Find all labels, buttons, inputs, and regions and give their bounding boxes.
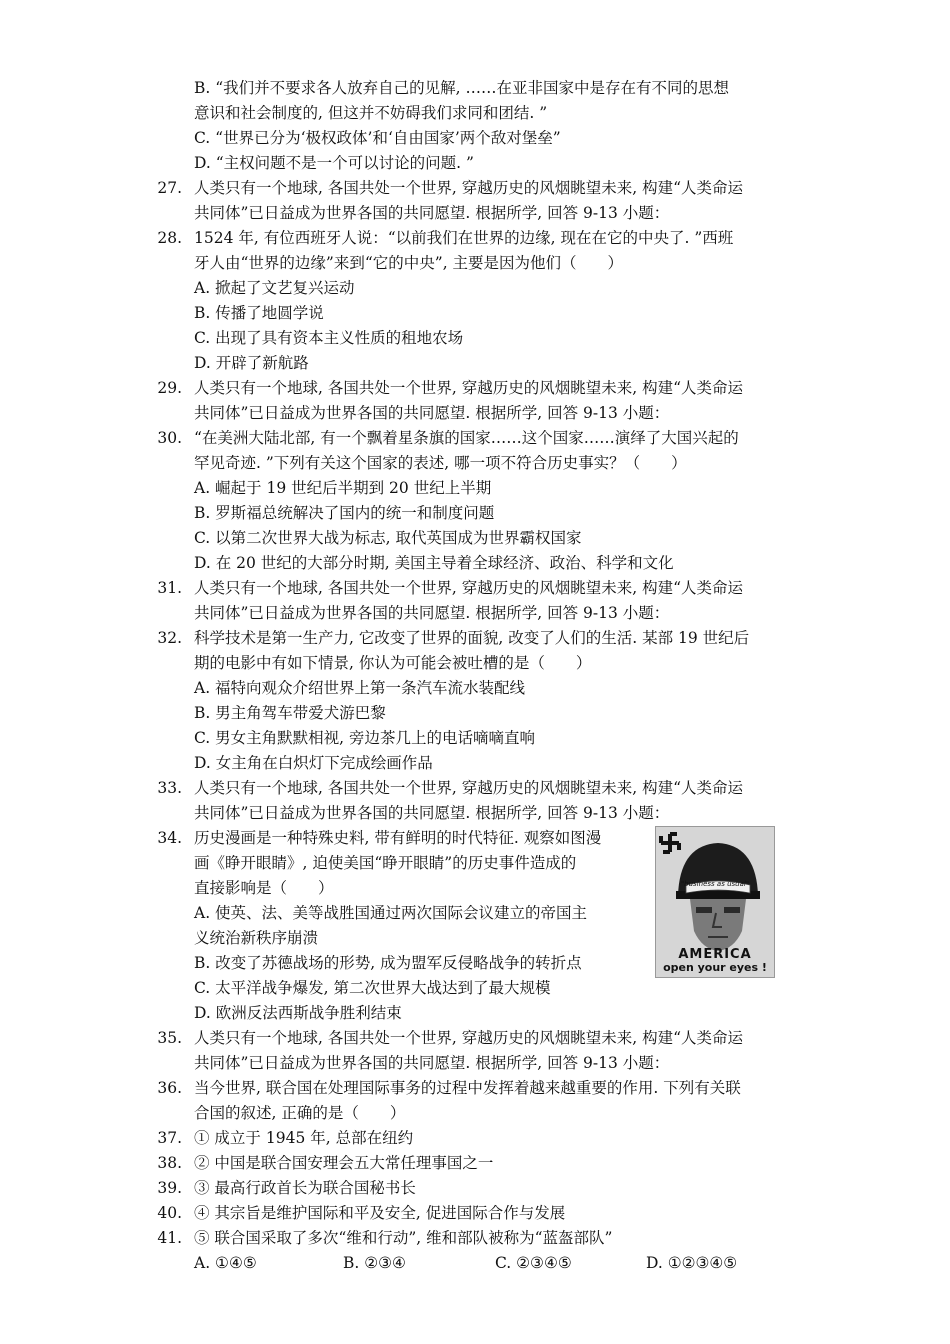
question-number: 33. xyxy=(157,779,182,797)
q30-option-c: C. 以第二次世界大战为标志, 取代英国成为世界霸权国家 xyxy=(194,529,582,547)
q26-option-d: D. “主权问题不是一个可以讨论的问题. ” xyxy=(194,154,474,172)
q34-option-a: A. 使英、法、美等战胜国通过两次国际会议建立的帝国主 xyxy=(194,904,588,922)
final-option-d: D. ①②③④⑤ xyxy=(646,1254,738,1272)
q28-stem-2: 牙人由“世界的边缘”来到“它的中央”, 主要是因为他们（ ） xyxy=(194,254,624,272)
intro-line-1: 人类只有一个地球, 各国共处一个世界, 穿越历史的风烟眺望未来, 构建“人类命运 xyxy=(194,379,743,397)
question-number: 38. xyxy=(157,1154,182,1172)
q32-option-a: A. 福特向观众介绍世界上第一条汽车流水装配线 xyxy=(194,679,526,697)
poster-banner-text: "business as usual" xyxy=(680,880,750,888)
intro-line-2: 共同体”已日益成为世界各国的共同愿望. 根据所学, 回答 9-13 小题： xyxy=(194,1054,670,1072)
final-option-c: C. ②③④⑤ xyxy=(495,1254,572,1272)
q36-stem-2: 合国的叙述, 正确的是（ ） xyxy=(194,1104,406,1122)
intro-line-2: 共同体”已日益成为世界各国的共同愿望. 根据所学, 回答 9-13 小题： xyxy=(194,404,670,422)
question-number: 36. xyxy=(157,1079,182,1097)
intro-line-1: 人类只有一个地球, 各国共处一个世界, 穿越历史的风烟眺望未来, 构建“人类命运 xyxy=(194,1029,743,1047)
q32-option-b: B. 男主角驾车带爱犬游巴黎 xyxy=(194,704,386,722)
final-option-a: A. ①④⑤ xyxy=(194,1254,257,1272)
q34-option-b: B. 改变了苏德战场的形势, 成为盟军反侵略战争的转折点 xyxy=(194,954,582,972)
poster-subtitle: open your eyes ! xyxy=(663,961,767,974)
intro-line-2: 共同体”已日益成为世界各国的共同愿望. 根据所学, 回答 9-13 小题： xyxy=(194,804,670,822)
q34-stem-1: 历史漫画是一种特殊史料, 带有鲜明的时代特征. 观察如图漫 xyxy=(194,829,602,847)
question-number: 39. xyxy=(157,1179,182,1197)
final-option-b: B. ②③④ xyxy=(343,1254,406,1272)
intro-line-1: 人类只有一个地球, 各国共处一个世界, 穿越历史的风烟眺望未来, 构建“人类命运 xyxy=(194,579,743,597)
q28-option-a: A. 掀起了文艺复兴运动 xyxy=(194,279,355,297)
q28-option-b: B. 传播了地圆学说 xyxy=(194,304,324,322)
question-number: 27. xyxy=(157,179,182,197)
statement-4: ④ 其宗旨是维护国际和平及安全, 促进国际合作与发展 xyxy=(194,1204,566,1222)
question-number: 30. xyxy=(157,429,182,447)
question-number: 41. xyxy=(157,1229,182,1247)
q30-option-a: A. 崛起于 19 世纪后半期到 20 世纪上半期 xyxy=(194,479,492,497)
q32-option-d: D. 女主角在白炽灯下完成绘画作品 xyxy=(194,754,433,772)
q34-option-a-cont: 义统治新秩序崩溃 xyxy=(194,929,319,947)
intro-line-2: 共同体”已日益成为世界各国的共同愿望. 根据所学, 回答 9-13 小题： xyxy=(194,204,670,222)
statement-3: ③ 最高行政首长为联合国秘书长 xyxy=(194,1179,416,1197)
question-number: 35. xyxy=(157,1029,182,1047)
q34-stem-2: 画《睁开眼睛》, 迫使美国“睁开眼睛”的历史事件造成的 xyxy=(194,854,577,872)
q30-option-d: D. 在 20 世纪的大部分时期, 美国主导着全球经济、政治、科学和文化 xyxy=(194,554,674,572)
question-number: 29. xyxy=(157,379,182,397)
q28-option-d: D. 开辟了新航路 xyxy=(194,354,309,372)
q36-stem-1: 当今世界, 联合国在处理国际事务的过程中发挥着越来越重要的作用. 下列有关联 xyxy=(194,1079,741,1097)
question-number: 31. xyxy=(157,579,182,597)
q26-option-b: B. “我们并不要求各人放弃自己的见解, ……在亚非国家中是存在有不同的思想 xyxy=(194,79,730,97)
q34-stem-3: 直接影响是（ ） xyxy=(194,879,334,897)
statement-5: ⑤ 联合国采取了多次“维和行动”, 维和部队被称为“蓝盔部队” xyxy=(194,1229,613,1247)
question-number: 40. xyxy=(157,1204,182,1222)
q26-option-c: C. “世界已分为‘极权政体’和‘自由国家’两个敌对堡垒” xyxy=(194,129,561,147)
intro-line-1: 人类只有一个地球, 各国共处一个世界, 穿越历史的风烟眺望未来, 构建“人类命运 xyxy=(194,779,743,797)
poster-title: AMERICA xyxy=(678,947,752,962)
q32-stem-2: 期的电影中有如下情景, 你认为可能会被吐槽的是（ ） xyxy=(194,654,592,672)
intro-line-2: 共同体”已日益成为世界各国的共同愿望. 根据所学, 回答 9-13 小题： xyxy=(194,604,670,622)
q30-option-b: B. 罗斯福总统解决了国内的统一和制度问题 xyxy=(194,504,495,522)
intro-line-1: 人类只有一个地球, 各国共处一个世界, 穿越历史的风烟眺望未来, 构建“人类命运 xyxy=(194,179,743,197)
q30-stem-2: 罕见奇迹. ”下列有关这个国家的表述, 哪一项不符合历史事实？（ ） xyxy=(194,454,687,472)
q34-option-d: D. 欧洲反法西斯战争胜利结束 xyxy=(194,1004,402,1022)
question-number: 32. xyxy=(157,629,182,647)
q30-stem-1: “在美洲大陆北部, 有一个飘着星条旗的国家……这个国家……演绎了大国兴起的 xyxy=(194,429,739,447)
q34-option-c: C. 太平洋战争爆发, 第二次世界大战达到了最大规模 xyxy=(194,979,551,997)
statement-1: ① 成立于 1945 年, 总部在纽约 xyxy=(194,1129,414,1147)
statement-2: ② 中国是联合国安理会五大常任理事国之一 xyxy=(194,1154,494,1172)
q32-stem-1: 科学技术是第一生产力, 它改变了世界的面貌, 改变了人们的生活. 某部 19 世纪后 xyxy=(194,629,750,647)
question-number: 28. xyxy=(157,229,182,247)
question-number: 37. xyxy=(157,1129,182,1147)
q26-option-b-cont: 意识和社会制度的, 但这并不妨碍我们求同和团结. ” xyxy=(194,104,548,122)
q28-option-c: C. 出现了具有资本主义性质的租地农场 xyxy=(194,329,464,347)
q28-stem-1: 1524 年, 有位西班牙人说：“以前我们在世界的边缘, 现在在它的中央了. ”西班 xyxy=(194,229,734,247)
question-number: 34. xyxy=(157,829,182,847)
cartoon-image xyxy=(655,826,775,978)
q32-option-c: C. 男女主角默默相视, 旁边茶几上的电话嘀嘀直响 xyxy=(194,729,536,747)
